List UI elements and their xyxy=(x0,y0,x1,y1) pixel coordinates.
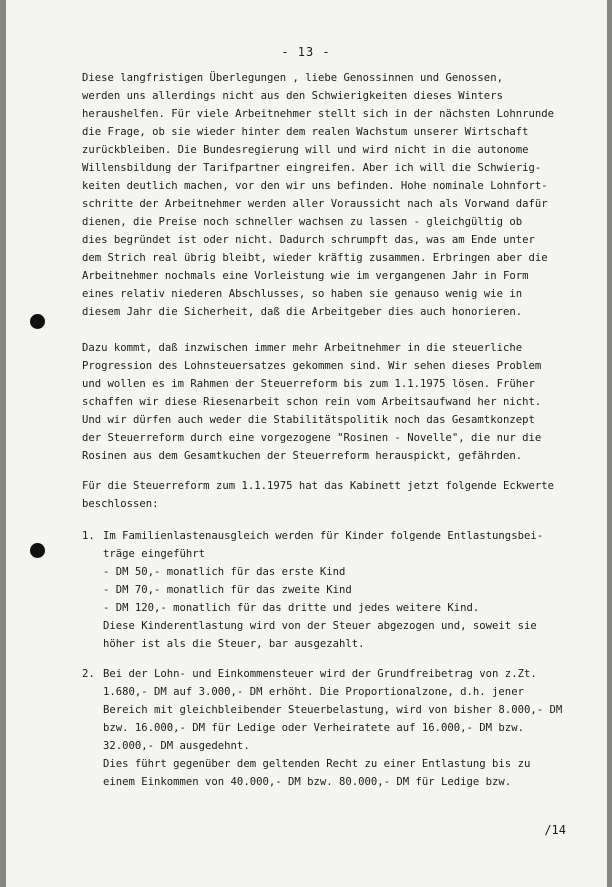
list-item: - DM 70,- monatlich für das zweite Kind xyxy=(103,584,352,596)
text-line: bzw. 16.000,- DM für Ledige oder Verheiratete auf 16.000,- DM bzw. xyxy=(103,722,524,734)
text-line: schaffen wir diese Riesenarbeit schon rein vom Arbeitsaufwand her nicht. xyxy=(82,396,542,408)
text-line: und wollen es im Rahmen der Steuerreform bis zum 1.1.1975 lösen. Früher xyxy=(82,378,535,390)
text-line: beschlossen: xyxy=(82,498,159,510)
text-line: die Frage, ob sie wieder hinter dem realen Wachstum unserer Wirtschaft xyxy=(82,126,529,138)
text-line: dem Strich real übrig bleibt, wieder kräftig zusammen. Erbringen aber die xyxy=(82,252,548,264)
list-item: - DM 120,- monatlich für das dritte und jedes weitere Kind. xyxy=(103,602,480,614)
text-line: der Steuerreform durch eine vorgezogene "Rosinen - Novelle", die nur die xyxy=(82,432,542,444)
list-item: - DM 50,- monatlich für das erste Kind xyxy=(103,566,346,578)
punch-hole xyxy=(30,314,45,329)
scan-edge-right xyxy=(607,0,612,887)
text-line: Und wir dürfen auch weder die Stabilitätspolitik noch das Gesamtkonzept xyxy=(82,414,535,426)
text-line: Im Familienlastenausgleich werden für Kinder folgende Entlastungsbei- xyxy=(103,530,544,542)
list-number: 2. xyxy=(82,668,95,680)
text-line: Rosinen aus dem Gesamtkuchen der Steuerreform herauspickt, gefährden. xyxy=(82,450,523,462)
text-line: Dazu kommt, daß inzwischen immer mehr Arbeitnehmer in die steuerliche xyxy=(82,342,523,354)
text-line: träge eingeführt xyxy=(103,548,206,560)
text-line: Bei der Lohn- und Einkommensteuer wird der Grundfreibetrag von z.Zt. xyxy=(103,668,537,680)
text-line: schritte der Arbeitnehmer werden aller Voraussicht nach als Vorwand dafür xyxy=(82,198,548,210)
text-line: werden uns allerdings nicht aus den Schwierigkeiten dieses Winters xyxy=(82,90,503,102)
next-page-marker: /14 xyxy=(544,823,566,837)
list-number: 1. xyxy=(82,530,95,542)
text-line: Diese langfristigen Überlegungen , liebe Genossinnen und Genossen, xyxy=(82,72,503,84)
text-line: Willensbildung der Tarifpartner eingreifen. Aber ich will die Schwierig- xyxy=(82,162,542,174)
text-line: Progression des Lohnsteuersatzes gekommen sind. Wir sehen dieses Problem xyxy=(82,360,542,372)
text-line: eines relativ niederen Abschlusses, so haben sie genauso wenig wie in xyxy=(82,288,523,300)
text-line: Bereich mit gleichbleibender Steuerbelastung, wird von bisher 8.000,- DM xyxy=(103,704,563,716)
text-line: 1.680,- DM auf 3.000,- DM erhöht. Die Proportionalzone, d.h. jener xyxy=(103,686,524,698)
text-line: diesem Jahr die Sicherheit, daß die Arbeitgeber dies auch honorieren. xyxy=(82,306,523,318)
text-line: höher ist als die Steuer, bar ausgezahlt. xyxy=(103,638,365,650)
text-line: einem Einkommen von 40.000,- DM bzw. 80.000,- DM für Ledige bzw. xyxy=(103,776,512,788)
page-number: - 13 - xyxy=(281,45,331,59)
text-line: zurückbleiben. Die Bundesregierung will und wird nicht in die autonome xyxy=(82,144,529,156)
scan-edge-left xyxy=(0,0,6,887)
punch-hole xyxy=(30,543,45,558)
text-line: keiten deutlich machen, vor den wir uns befinden. Hohe nominale Lohnfort- xyxy=(82,180,548,192)
text-line: 32.000,- DM ausgedehnt. xyxy=(103,740,250,752)
text-line: Für die Steuerreform zum 1.1.1975 hat das Kabinett jetzt folgende Eckwerte xyxy=(82,480,554,492)
text-line: Diese Kinderentlastung wird von der Steuer abgezogen und, soweit sie xyxy=(103,620,537,632)
text-line: Arbeitnehmer nochmals eine Vorleistung wie im vergangenen Jahr in Form xyxy=(82,270,529,282)
text-line: dienen, die Preise noch schneller wachsen zu lassen - gleichgültig ob xyxy=(82,216,523,228)
text-line: heraushelfen. Für viele Arbeitnehmer stellt sich in der nächsten Lohnrunde xyxy=(82,108,554,120)
text-line: Dies führt gegenüber dem geltenden Recht zu einer Entlastung bis zu xyxy=(103,758,531,770)
text-line: dies begründet ist oder nicht. Dadurch schrumpft das, was am Ende unter xyxy=(82,234,535,246)
